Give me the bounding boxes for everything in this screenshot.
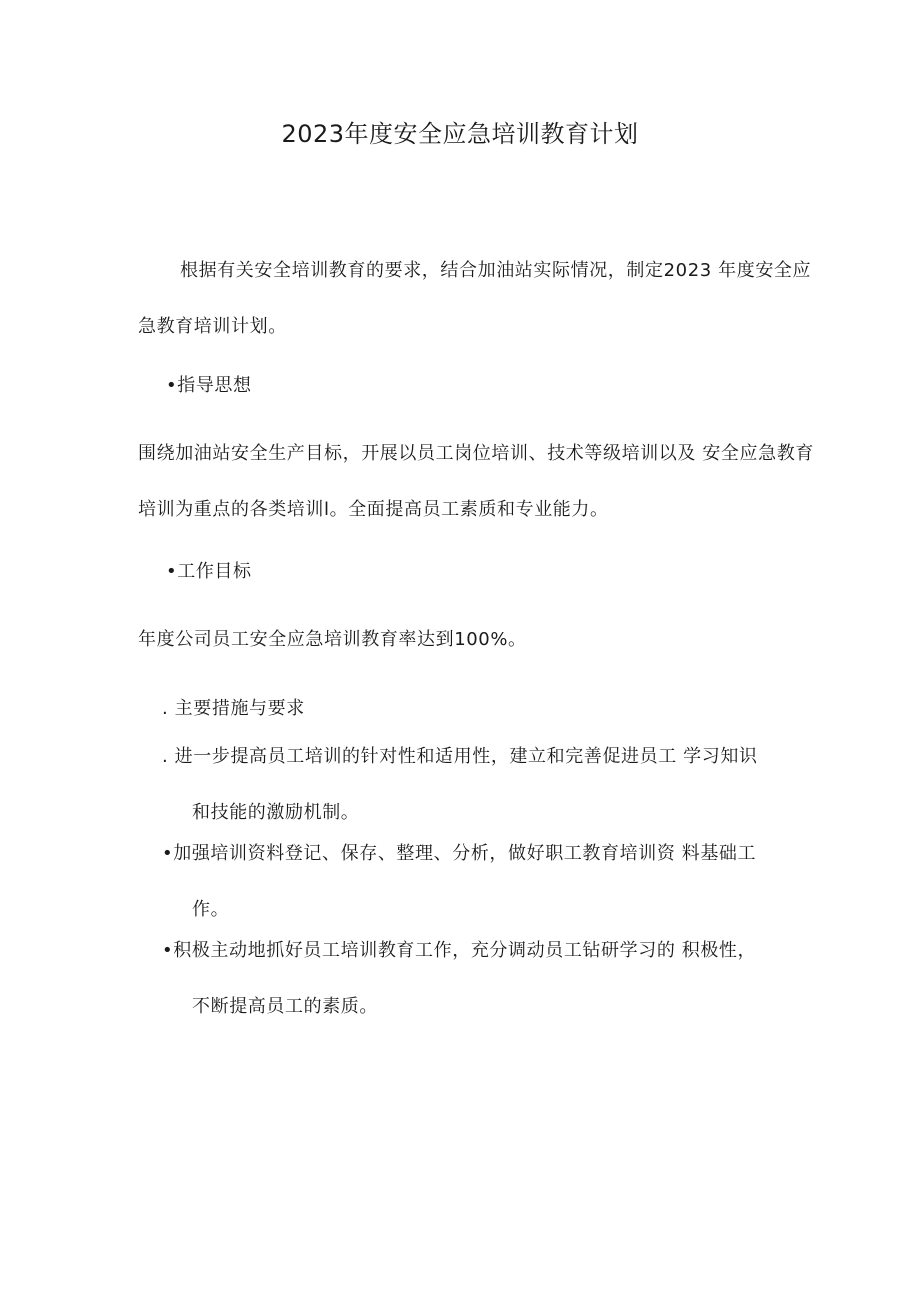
section-heading-goal: •工作目标 — [166, 561, 252, 582]
list-item — [162, 826, 822, 938]
list-item-continuation: 作。 — [192, 899, 230, 920]
section-paragraph-goal: 年度公司员工安全应急培训教育率达到100%。 — [138, 629, 527, 650]
section-paragraph-guiding: 围绕加油站安全生产目标，开展以员工岗位培训、技术等级培训以及 安全应急教育培训为重点的各类培训l。全面提高员工素质和专业能力。 — [138, 443, 814, 520]
section-heading-guiding: •指导思想 — [166, 375, 252, 396]
list-item — [162, 729, 822, 841]
list-item-line: . 进一步提高员工培训的针对性和适用性，建立和完善促进员工 学习知识 — [162, 746, 758, 767]
section-heading-measures: . 主要措施与要求 — [162, 698, 305, 719]
intro-paragraph: 根据有关安全培训教育的要求，结合加油站实际情况，制定2023 年度安全应急教育培训计划。 — [138, 260, 812, 337]
list-item — [162, 923, 822, 1035]
list-item-line: •积极主动地抓好员工培训教育工作，充分调动员工钻研学习的 积极性， — [162, 940, 757, 961]
list-item-continuation: 和技能的激励机制。 — [192, 802, 360, 823]
list-item-continuation: 不断提高员工的素质。 — [192, 996, 378, 1017]
list-item-line: •加强培训资料登记、保存、整理、分析，做好职工教育培训资 料基础工 — [162, 843, 757, 864]
document-title: 2023年度安全应急培训教育计划 — [281, 120, 639, 148]
